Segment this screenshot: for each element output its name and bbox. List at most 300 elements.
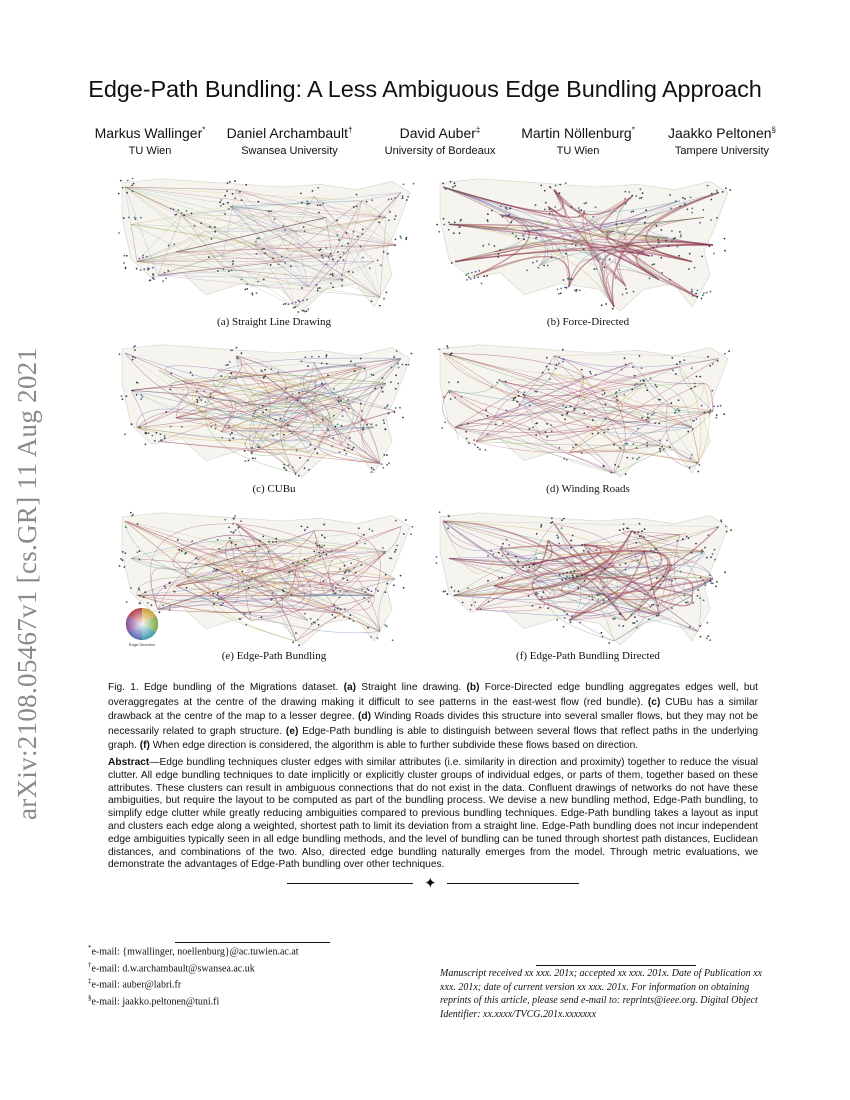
- graph-node: [454, 222, 456, 224]
- graph-node: [698, 464, 700, 466]
- graph-node: [515, 556, 517, 558]
- graph-node: [131, 515, 133, 517]
- graph-node: [181, 550, 183, 552]
- graph-node: [192, 375, 194, 377]
- graph-node: [609, 259, 611, 261]
- graph-node: [408, 364, 410, 366]
- manuscript-note: Manuscript received xx xxx. 201x; accepted xx xxx. 201x. Date of Publication xx xxx. 201x; date of current version xx xxx. 201x. For information on obtaining reprints of this article, please send e-mail to: reprints@ieee.org. Digital Object Identifier: xx.xxxx/TVCG.201x.xxxxxxx: [440, 968, 762, 1020]
- graph-node: [700, 636, 702, 638]
- caption-text: Edge-Path bundling is able to distinguish between several flows that reflect paths in the underlying graph.: [108, 725, 758, 751]
- graph-node: [302, 300, 304, 302]
- graph-node: [638, 457, 640, 459]
- graph-node: [714, 549, 716, 551]
- graph-node: [645, 385, 647, 387]
- graph-node: [479, 449, 481, 451]
- graph-node: [635, 542, 637, 544]
- graph-node: [391, 366, 393, 368]
- graph-node: [388, 219, 390, 221]
- graph-node: [697, 290, 699, 292]
- graph-node: [342, 415, 344, 417]
- graph-node: [396, 545, 398, 547]
- graph-node: [155, 601, 157, 603]
- graph-node: [487, 580, 489, 582]
- graph-node: [658, 614, 660, 616]
- graph-node: [299, 396, 301, 398]
- graph-node: [381, 463, 383, 465]
- graph-node: [446, 345, 448, 347]
- graph-node: [337, 607, 339, 609]
- graph-node: [311, 623, 313, 625]
- graph-node: [675, 410, 677, 412]
- graph-node: [288, 464, 290, 466]
- graph-node: [456, 261, 458, 263]
- graph-node: [385, 292, 387, 294]
- graph-node: [622, 294, 624, 296]
- graph-node: [563, 358, 565, 360]
- graph-node: [653, 263, 655, 265]
- graph-node: [515, 235, 517, 237]
- figure-panel-a: [116, 176, 416, 314]
- graph-node: [140, 217, 142, 219]
- footnote-mark: ‡: [88, 977, 92, 986]
- graph-node: [384, 407, 386, 409]
- graph-node: [238, 527, 240, 529]
- graph-node: [332, 258, 334, 260]
- graph-node: [130, 587, 132, 589]
- graph-node: [245, 460, 247, 462]
- caption-text: CUBu has a similar drawback at the centre of the map to a lesser degree.: [108, 696, 758, 722]
- graph-node: [562, 349, 564, 351]
- manuscript-rule: [536, 965, 696, 966]
- graph-node: [386, 406, 388, 408]
- graph-node: [707, 356, 709, 358]
- graph-node: [467, 273, 469, 275]
- graph-node: [519, 404, 521, 406]
- graph-node: [634, 532, 636, 534]
- graph-node: [134, 217, 136, 219]
- graph-node: [729, 189, 731, 191]
- graph-node: [560, 288, 562, 290]
- graph-node: [229, 434, 231, 436]
- graph-node: [341, 274, 343, 276]
- graph-node: [579, 210, 581, 212]
- graph-node: [527, 570, 529, 572]
- graph-node: [311, 356, 313, 358]
- graph-node: [258, 546, 260, 548]
- graph-node: [691, 212, 693, 214]
- graph-node: [558, 363, 560, 365]
- graph-node: [374, 388, 376, 390]
- graph-node: [169, 609, 171, 611]
- graph-node: [623, 528, 625, 530]
- graph-node: [502, 423, 504, 425]
- graph-node: [223, 269, 225, 271]
- graph-node: [197, 401, 199, 403]
- graph-node: [683, 359, 685, 361]
- graph-node: [529, 405, 531, 407]
- graph-node: [699, 222, 701, 224]
- graph-node: [583, 550, 585, 552]
- graph-node: [690, 197, 692, 199]
- graph-node: [487, 219, 489, 221]
- graph-node: [710, 577, 712, 579]
- graph-node: [551, 257, 553, 259]
- graph-node: [343, 616, 345, 618]
- graph-node: [268, 210, 270, 212]
- graph-node: [512, 399, 514, 401]
- graph-node: [169, 389, 171, 391]
- graph-node: [535, 434, 537, 436]
- graph-node: [227, 202, 229, 204]
- graph-node: [184, 553, 186, 555]
- graph-node: [380, 264, 382, 266]
- graph-node: [124, 552, 126, 554]
- graph-node: [696, 296, 698, 298]
- arxiv-stamp: arXiv:2108.05467v1 [cs.GR] 11 Aug 2021: [12, 347, 42, 820]
- color-wheel-icon: [122, 604, 162, 644]
- graph-node: [623, 523, 625, 525]
- graph-node: [646, 419, 648, 421]
- graph-node: [224, 519, 226, 521]
- graph-node: [330, 282, 332, 284]
- graph-node: [544, 209, 546, 211]
- graph-node: [209, 226, 211, 228]
- graph-node: [608, 642, 610, 644]
- footnote-email: e-mail: d.w.archambault@swansea.ac.uk: [91, 963, 255, 975]
- graph-node: [565, 253, 567, 255]
- graph-node: [138, 258, 140, 260]
- graph-node: [632, 366, 634, 368]
- graph-node: [536, 533, 538, 535]
- graph-node: [517, 391, 519, 393]
- graph-node: [312, 190, 314, 192]
- graph-node: [458, 590, 460, 592]
- graph-node: [447, 347, 449, 349]
- graph-node: [221, 437, 223, 439]
- graph-node: [535, 591, 537, 593]
- graph-node: [688, 537, 690, 539]
- graph-node: [318, 249, 320, 251]
- graph-node: [322, 257, 324, 259]
- graph-node: [448, 229, 450, 231]
- graph-node: [605, 404, 607, 406]
- graph-node: [139, 589, 141, 591]
- graph-node: [706, 637, 708, 639]
- graph-node: [405, 364, 407, 366]
- graph-node: [571, 278, 573, 280]
- graph-node: [612, 308, 614, 310]
- graph-node: [692, 428, 694, 430]
- graph-node: [364, 367, 366, 369]
- graph-node: [572, 575, 574, 577]
- graph-node: [286, 398, 288, 400]
- panel-caption-f: (f) Edge-Path Bundling Directed: [516, 650, 660, 662]
- graph-node: [526, 270, 528, 272]
- graph-node: [295, 473, 297, 475]
- graph-node: [606, 232, 608, 234]
- graph-node: [276, 541, 278, 543]
- graph-node: [395, 549, 397, 551]
- graph-node: [402, 417, 404, 419]
- graph-node: [164, 272, 166, 274]
- graph-node: [394, 244, 396, 246]
- graph-node: [131, 423, 133, 425]
- graph-node: [682, 197, 684, 199]
- graph-node: [669, 446, 671, 448]
- graph-node: [673, 238, 675, 240]
- graph-node: [551, 517, 553, 519]
- graph-node: [559, 574, 561, 576]
- graph-node: [532, 262, 534, 264]
- graph-node: [712, 583, 714, 585]
- graph-node: [696, 376, 698, 378]
- graph-node: [496, 382, 498, 384]
- graph-node: [706, 622, 708, 624]
- graph-node: [341, 285, 343, 287]
- author-name: Markus Wallinger: [94, 125, 203, 141]
- divider-line-right: [447, 883, 579, 884]
- graph-node: [283, 434, 285, 436]
- graph-node: [574, 289, 576, 291]
- graph-node: [384, 624, 386, 626]
- graph-node: [379, 216, 381, 218]
- graph-node: [640, 380, 642, 382]
- graph-node: [524, 395, 526, 397]
- graph-node: [487, 213, 489, 215]
- graph-node: [615, 277, 617, 279]
- graph-node: [583, 249, 585, 251]
- graph-node: [344, 608, 346, 610]
- graph-node: [654, 548, 656, 550]
- graph-node: [272, 592, 274, 594]
- graph-node: [369, 528, 371, 530]
- graph-node: [383, 419, 385, 421]
- graph-node: [561, 527, 563, 529]
- graph-node: [644, 593, 646, 595]
- graph-node: [146, 256, 148, 258]
- author-5: [658, 125, 786, 157]
- graph-node: [471, 604, 473, 606]
- author-affiliation: Swansea University: [241, 145, 338, 157]
- graph-node: [716, 414, 718, 416]
- graph-node: [322, 551, 324, 553]
- graph-node: [466, 279, 468, 281]
- graph-node: [637, 428, 639, 430]
- author-mark: ‡: [475, 125, 481, 135]
- graph-node: [577, 587, 579, 589]
- graph-node: [625, 569, 627, 571]
- graph-node: [392, 639, 394, 641]
- graph-node: [215, 428, 217, 430]
- footnote-email: e-mail: {mwallinger, noellenburg}@ac.tuwien.ac.at: [91, 946, 299, 958]
- map-outline: [122, 345, 410, 477]
- graph-node: [549, 363, 551, 365]
- graph-node: [217, 569, 219, 571]
- graph-node: [675, 200, 677, 202]
- graph-node: [257, 201, 259, 203]
- graph-node: [304, 565, 306, 567]
- graph-node: [394, 218, 396, 220]
- graph-node: [280, 418, 282, 420]
- graph-node: [539, 607, 541, 609]
- graph-node: [261, 248, 263, 250]
- graph-node: [307, 308, 309, 310]
- graph-node: [336, 219, 338, 221]
- graph-node: [481, 283, 483, 285]
- graph-node: [715, 586, 717, 588]
- graph-node: [162, 280, 164, 282]
- graph-node: [536, 260, 538, 262]
- graph-node: [282, 589, 284, 591]
- graph-node: [263, 279, 265, 281]
- graph-node: [596, 268, 598, 270]
- graph-node: [410, 533, 412, 535]
- graph-node: [528, 566, 530, 568]
- graph-node: [642, 192, 644, 194]
- graph-node: [669, 579, 671, 581]
- graph-node: [237, 548, 239, 550]
- graph-node: [362, 229, 364, 231]
- graph-node: [379, 305, 381, 307]
- graph-node: [654, 384, 656, 386]
- graph-node: [592, 419, 594, 421]
- graph-node: [302, 310, 304, 312]
- graph-node: [307, 527, 309, 529]
- graph-node: [547, 607, 549, 609]
- graph-node: [712, 553, 714, 555]
- graph-node: [344, 449, 346, 451]
- graph-node: [120, 180, 122, 182]
- graph-node: [716, 417, 718, 419]
- graph-node: [137, 523, 139, 525]
- graph-node: [684, 203, 686, 205]
- graph-node: [688, 268, 690, 270]
- graph-node: [644, 222, 646, 224]
- graph-node: [386, 464, 388, 466]
- graph-node: [132, 390, 134, 392]
- graph-node: [706, 557, 708, 559]
- graph-node: [566, 576, 568, 578]
- graph-node: [256, 253, 258, 255]
- graph-node: [699, 597, 701, 599]
- graph-node: [321, 546, 323, 548]
- graph-node: [535, 423, 537, 425]
- graph-node: [321, 255, 323, 257]
- graph-node: [232, 532, 234, 534]
- graph-node: [395, 239, 397, 241]
- graph-node: [277, 433, 279, 435]
- graph-node: [619, 564, 621, 566]
- graph-node: [556, 619, 558, 621]
- graph-node: [240, 618, 242, 620]
- graph-node: [243, 612, 245, 614]
- graph-node: [377, 259, 379, 261]
- graph-node: [566, 572, 568, 574]
- graph-node: [651, 588, 653, 590]
- graph-node: [319, 546, 321, 548]
- graph-node: [636, 620, 638, 622]
- graph-node: [487, 434, 489, 436]
- graph-node: [326, 363, 328, 365]
- graph-node: [405, 519, 407, 521]
- graph-node: [218, 598, 220, 600]
- graph-node: [615, 393, 617, 395]
- graph-node: [604, 392, 606, 394]
- graph-node: [566, 613, 568, 615]
- graph-node: [347, 447, 349, 449]
- graph-node: [634, 385, 636, 387]
- graph-node: [656, 386, 658, 388]
- graph-node: [125, 526, 127, 528]
- graph-node: [251, 577, 253, 579]
- graph-node: [353, 447, 355, 449]
- caption-text: Force-Directed edge bundling aggregates edges well, but overaggregates at the centre of the drawing making it difficult to see patterns in the east-west flow (red bundle).: [108, 682, 758, 708]
- graph-node: [665, 240, 667, 242]
- graph-node: [564, 617, 566, 619]
- graph-node: [246, 288, 248, 290]
- graph-node: [581, 452, 583, 454]
- graph-node: [348, 271, 350, 273]
- abstract-text: —Edge bundling techniques cluster edges with similar attributes (i.e. similarity in direction and proximity) together to reduce the visual clutter. All edge bundling techniques to date implicitly or explicitly cluster groups of individual edges, or parts of them, together based on these attributes. These clusters can result in ambiguous connections that do not exist in the data. Confluent drawings of networks do not have these ambiguities, but require the layout to be computed as part of the bundling process. We devise a new bundling method, Edge-Path bundling, to simplify edge clutter while greatly reducing ambiguities compared to previous bundling techniques. Edge-Path bundling takes a layout as input and clusters each edge along a weighted, shortest path to limit its deviation from a straight line. Edge-Path bundling does not incur independent edge ambiguities typically seen in all edge bundling methods, and the level of bundling can be tuned through shortest path distances, Euclidean distances, and combinations of the two. Also, directed edge bundling naturally emerges from the model. Through metric evaluations, we demonstrate the advantages of Edge-Path bundling over other techniques.: [108, 757, 758, 871]
- graph-node: [453, 232, 455, 234]
- graph-node: [653, 551, 655, 553]
- graph-node: [316, 545, 318, 547]
- graph-node: [318, 552, 320, 554]
- graph-node: [272, 258, 274, 260]
- graph-node: [164, 437, 166, 439]
- graph-node: [709, 365, 711, 367]
- graph-node: [330, 273, 332, 275]
- graph-node: [491, 386, 493, 388]
- graph-node: [512, 233, 514, 235]
- graph-node: [347, 243, 349, 245]
- graph-node: [499, 249, 501, 251]
- graph-node: [321, 383, 323, 385]
- graph-node: [653, 247, 655, 249]
- graph-node: [563, 573, 565, 575]
- graph-node: [388, 199, 390, 201]
- graph-node: [295, 302, 297, 304]
- graph-node: [383, 298, 385, 300]
- graph-node: [283, 467, 285, 469]
- graph-node: [723, 413, 725, 415]
- graph-node: [333, 590, 335, 592]
- graph-node: [482, 245, 484, 247]
- graph-node: [619, 447, 621, 449]
- graph-node: [135, 218, 137, 220]
- graph-node: [498, 253, 500, 255]
- graph-node: [122, 559, 124, 561]
- graph-node: [394, 411, 396, 413]
- graph-node: [169, 605, 171, 607]
- graph-node: [569, 577, 571, 579]
- graph-node: [230, 372, 232, 374]
- graph-node: [277, 371, 279, 373]
- graph-node: [332, 286, 334, 288]
- graph-node: [170, 208, 172, 210]
- graph-node: [128, 217, 130, 219]
- graph-node: [595, 549, 597, 551]
- graph-node: [241, 571, 243, 573]
- graph-node: [319, 545, 321, 547]
- graph-node: [480, 608, 482, 610]
- caption-tag: (a): [343, 682, 357, 693]
- graph-node: [212, 593, 214, 595]
- graph-node: [724, 250, 726, 252]
- author-name: David Auber: [399, 125, 476, 141]
- graph-node: [501, 546, 503, 548]
- graph-node: [710, 199, 712, 201]
